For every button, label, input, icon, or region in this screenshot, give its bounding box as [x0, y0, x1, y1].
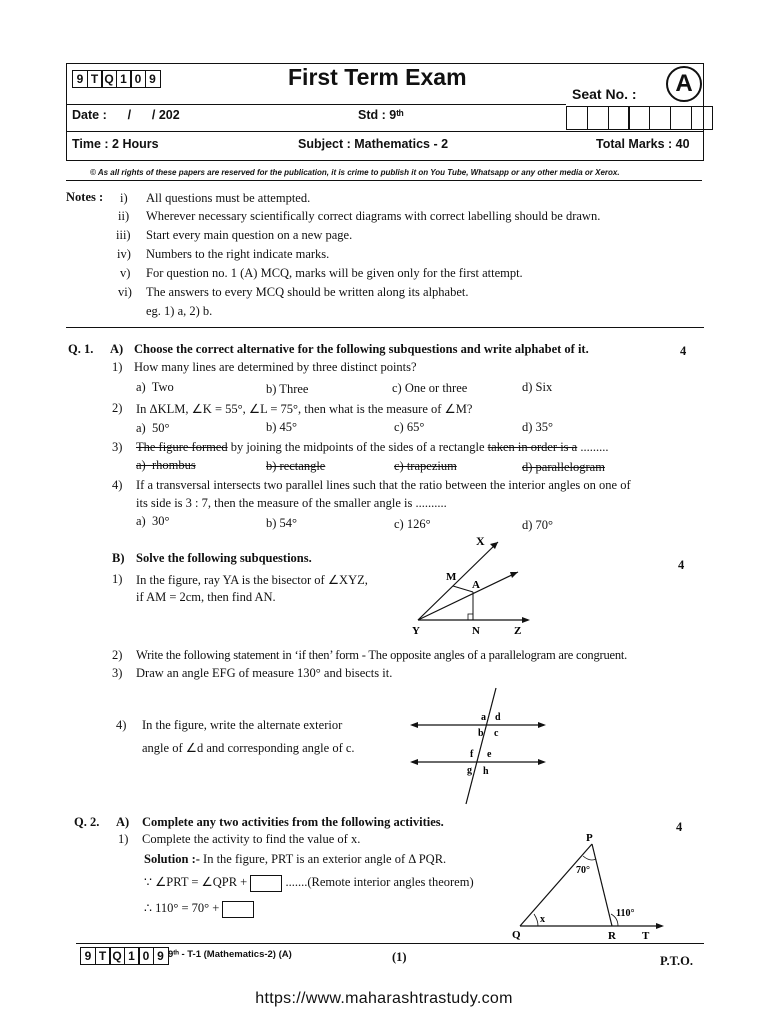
- note-5-num: v): [120, 266, 131, 280]
- q1a3-text-main: by joining the midpoints of the sides of a rectangle: [227, 440, 488, 454]
- note-3-text: Start every main question on a new page.: [146, 228, 353, 242]
- q1b-heading: Solve the following subquestions.: [136, 551, 312, 565]
- q1a2-option-b: b) 45°: [266, 420, 298, 434]
- note-2-text: Wherever necessary scientifically correct diagrams with correct labelling should be drawn.: [146, 209, 601, 223]
- q1b1-text: In the figure, ray YA is the bisector of ∠XYZ,: [136, 573, 368, 587]
- solution-label: Solution :-: [144, 852, 200, 866]
- q1b-label: B): [112, 551, 125, 565]
- q1b3-text: Draw an angle EFG of measure 130° and bisects it.: [136, 666, 393, 680]
- fig3-label-70: 70°: [576, 865, 590, 876]
- note-4-num: iv): [117, 247, 131, 261]
- q1a2-option-d: d) 35°: [522, 420, 554, 434]
- seat-label: Seat No. :: [572, 86, 637, 102]
- fig1-label-a: A: [472, 579, 480, 591]
- q1a-marks: 4: [680, 344, 687, 358]
- q2a1-text: Complete the activity to find the value of x.: [142, 832, 361, 846]
- footer-description: 9ᵗʰ - T-1 (Mathematics-2) (A): [168, 949, 292, 960]
- step1-text: ∵ ∠PRT = ∠QPR +: [144, 875, 248, 889]
- q1a1-option-d: d) Six: [522, 380, 553, 394]
- header-divider-1: [66, 104, 566, 105]
- fig2-label-d: d: [495, 712, 501, 723]
- q1a-label: A): [110, 342, 124, 356]
- fig3-label-r: R: [608, 930, 616, 942]
- q1b2-num: 2): [112, 648, 123, 662]
- solution-text: In the figure, PRT is an exterior angle of Δ PQR.: [199, 852, 447, 866]
- note-1-num: i): [120, 191, 128, 205]
- q1b-marks: 4: [678, 558, 685, 572]
- q1a3-text: [136, 440, 608, 455]
- fig1-label-m: M: [446, 571, 457, 583]
- website-link[interactable]: https://www.maharashtrastudy.com: [255, 990, 513, 1007]
- q1b1-num: 1): [112, 572, 123, 586]
- q1a4-option-b: b) 54°: [266, 516, 298, 530]
- q1a4-option-c: c) 126°: [394, 517, 431, 531]
- date-field: Date : / / 202: [72, 108, 180, 122]
- q1a1-text: How many lines are determined by three distinct points?: [134, 360, 417, 374]
- angle-bisector-figure: [400, 530, 540, 640]
- q1a2-option-c: c) 65°: [394, 420, 425, 434]
- fig3-label-x: x: [540, 914, 545, 925]
- q1a1-option-c: c) One or three: [392, 381, 468, 395]
- note-example: eg. 1) a, 2) b.: [146, 304, 213, 318]
- q1a3-num: 3): [112, 440, 123, 454]
- q1a4-text-2: its side is 3 : 7, then the measure of the smaller angle is ..........: [136, 496, 447, 510]
- fig2-label-h: h: [483, 766, 489, 777]
- q1a2-num: 2): [112, 401, 123, 415]
- q2a1-solution: [144, 852, 446, 867]
- q1a3-option-c: c) trapezium: [394, 459, 457, 473]
- q1a3-option-d: d) parallelogram: [522, 460, 605, 474]
- q1a2-text: In ΔKLM, ∠K = 55°, ∠L = 75°, then what is the measure of ∠M?: [136, 402, 473, 416]
- q1a4-num: 4): [112, 478, 123, 492]
- q1a3-option-b: b) rectangle: [266, 459, 326, 473]
- time-field: Time : 2 Hours: [72, 137, 159, 151]
- note-3-num: iii): [116, 228, 131, 242]
- fig2-label-a: a: [481, 712, 486, 723]
- copyright-underline: [66, 180, 702, 181]
- q2a-label: A): [116, 815, 130, 829]
- q2a-heading: Complete any two activities from the following activities.: [142, 815, 444, 829]
- q2a1-num: 1): [118, 832, 129, 846]
- fig1-label-y: Y: [412, 625, 420, 637]
- seat-number-boxes: [566, 106, 713, 130]
- set-letter: A: [666, 66, 702, 102]
- fig1-label-x: X: [476, 534, 485, 548]
- copyright-notice: © As all rights of these papers are reserved for the publication, it is crime to publish it on You Tube, Whatsapp or any other media or Xerox.: [90, 168, 620, 177]
- q1a4-option-a: a) 30°: [136, 514, 170, 528]
- note-2-num: ii): [118, 209, 130, 223]
- step2-answer-box[interactable]: [222, 901, 254, 918]
- q1b4-num: 4): [116, 718, 127, 732]
- q2a1-step2: [144, 900, 254, 918]
- triangle-pqr-figure: [508, 828, 668, 944]
- step1-reason: .......(Remote interior angles theorem): [285, 875, 474, 889]
- q1b3-num: 3): [112, 666, 123, 680]
- page-number: (1): [392, 950, 407, 964]
- fig3-label-p: P: [586, 832, 593, 844]
- footer-paper-code: 9 T Q 1 0 9: [80, 947, 167, 965]
- q1a1-option-b: b) Three: [266, 382, 309, 396]
- please-turn-over: P.T.O.: [660, 954, 693, 968]
- note-6-num: vi): [118, 285, 132, 299]
- q1a4-option-d: d) 70°: [522, 518, 554, 532]
- notes-divider: [66, 327, 704, 328]
- q1a3-text-struck-1: The figure formed: [136, 440, 228, 454]
- fig2-label-e: e: [487, 749, 492, 760]
- header-divider-2: [66, 131, 704, 132]
- q1a2-option-a: a) 50°: [136, 421, 170, 435]
- step2-text: ∴ 110° = 70° +: [144, 901, 220, 915]
- fig3-label-t: T: [642, 930, 650, 942]
- q1a3-text-struck-2: taken in order is a: [487, 440, 578, 454]
- fig2-label-f: f: [470, 749, 474, 760]
- parallel-lines-figure: [410, 682, 550, 806]
- q2-label: Q. 2.: [74, 815, 100, 829]
- q1-label: Q. 1.: [68, 342, 94, 356]
- paper-code: 9 T Q 1 0 9: [72, 70, 159, 88]
- exam-title: First Term Exam: [288, 64, 467, 90]
- total-marks: Total Marks : 40: [596, 137, 690, 151]
- q1a3-option-a: a) rhombus: [136, 458, 196, 472]
- q1b1-text-2: if AM = 2cm, then find AN.: [136, 590, 276, 604]
- q1a1-option-a: a) Two: [136, 380, 174, 394]
- fig2-label-c: c: [494, 728, 499, 739]
- step1-answer-box[interactable]: [250, 875, 282, 892]
- note-5-text: For question no. 1 (A) MCQ, marks will be given only for the first attempt.: [146, 266, 523, 280]
- fig3-label-110: 110°: [616, 908, 635, 919]
- note-4-text: Numbers to the right indicate marks.: [146, 247, 330, 261]
- q1b4-text-2: angle of ∠d and corresponding angle of c.: [142, 741, 355, 755]
- subject-field: Subject : Mathematics - 2: [298, 137, 449, 151]
- q2a1-step1: [144, 874, 474, 892]
- notes-label: Notes :: [66, 190, 104, 204]
- q1b4-text: In the figure, write the alternate exterior: [142, 718, 343, 732]
- note-1-text: All questions must be attempted.: [146, 191, 311, 205]
- note-6-text: The answers to every MCQ should be written along its alphabet.: [146, 285, 469, 299]
- q1b2-text: Write the following statement in ‘if then’ form - The opposite angles of a parallelogram are congruent.: [136, 648, 628, 662]
- q2a-marks: 4: [676, 820, 683, 834]
- q1a-heading: Choose the correct alternative for the following subquestions and write alphabet of it.: [134, 342, 589, 356]
- fig2-label-g: g: [467, 765, 472, 776]
- fig3-label-q: Q: [512, 929, 521, 941]
- std-field: Std : 9ᵗʰ: [358, 108, 404, 122]
- fig2-label-b: b: [478, 728, 484, 739]
- q1a1-num: 1): [112, 360, 123, 374]
- fig1-label-z: Z: [514, 625, 522, 637]
- q1a4-text: If a transversal intersects two parallel lines such that the ratio between the interior angles on one of: [136, 478, 631, 492]
- q1a3-text-end: .........: [577, 440, 609, 454]
- fig1-label-n: N: [472, 625, 480, 637]
- footer-divider: [76, 943, 704, 944]
